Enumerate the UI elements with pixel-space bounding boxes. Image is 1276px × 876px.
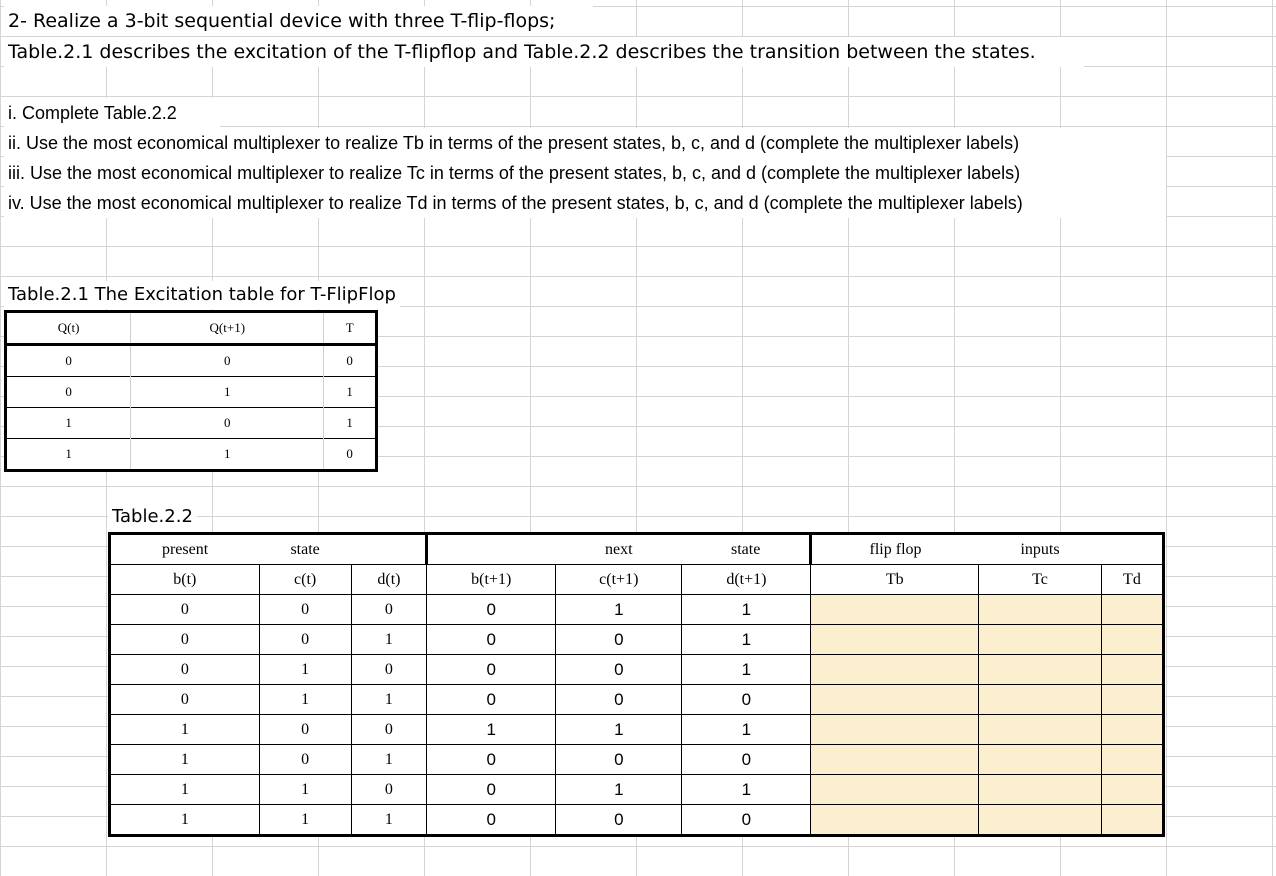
- table-cell[interactable]: 1: [110, 775, 260, 805]
- table-cell[interactable]: 1: [259, 655, 351, 685]
- table-row: [110, 745, 1164, 775]
- table-cell[interactable]: 0: [131, 408, 324, 439]
- table-cell[interactable]: 0: [324, 345, 377, 377]
- td-input-cell[interactable]: [1101, 655, 1163, 685]
- problem-description: Table.2.1 describes the excitation of the T-flipflop and Table.2.2 describes the transition between the states.: [4, 37, 1084, 67]
- tc-input-cell[interactable]: [979, 685, 1102, 715]
- table-cell[interactable]: 0: [556, 625, 682, 655]
- tb-input-cell[interactable]: [811, 655, 979, 685]
- table-cell[interactable]: 0: [427, 625, 556, 655]
- table-cell[interactable]: 0: [6, 345, 131, 377]
- table-cell[interactable]: 1: [259, 685, 351, 715]
- table-row: [6, 408, 377, 439]
- header-cell[interactable]: Tb: [811, 565, 979, 595]
- table-cell[interactable]: 1: [427, 715, 556, 745]
- tb-input-cell[interactable]: [811, 745, 979, 775]
- table-row: [110, 775, 1164, 805]
- task-2: ii. Use the most economical multiplexer to realize Tb in terms of the present states, b, c, and d (complete the multiplexer labels): [4, 128, 1166, 158]
- table-cell[interactable]: 1: [324, 377, 377, 408]
- table-cell[interactable]: 0: [682, 805, 811, 836]
- table-cell[interactable]: 0: [259, 715, 351, 745]
- task-3: iii. Use the most economical multiplexer to realize Tc in terms of the present states, b, c, and d (complete the multiplexer labels): [4, 158, 1166, 188]
- table-cell[interactable]: 1: [682, 625, 811, 655]
- header-cell[interactable]: b(t+1): [427, 565, 556, 595]
- group-header-cell[interactable]: [351, 534, 427, 565]
- problem-title: 2- Realize a 3-bit sequential device with three T-flip-flops;: [4, 6, 593, 36]
- table-cell[interactable]: 0: [427, 805, 556, 836]
- tb-input-cell[interactable]: [811, 715, 979, 745]
- table-cell[interactable]: 0: [556, 655, 682, 685]
- table-cell[interactable]: 0: [351, 655, 427, 685]
- td-input-cell[interactable]: [1101, 715, 1163, 745]
- td-input-cell[interactable]: [1101, 685, 1163, 715]
- table-cell[interactable]: 1: [6, 439, 131, 471]
- table-cell[interactable]: 1: [110, 715, 260, 745]
- table-cell[interactable]: 0: [556, 745, 682, 775]
- table-group-header-row: [110, 534, 1164, 565]
- table-cell[interactable]: 1: [259, 775, 351, 805]
- group-header-cell[interactable]: state: [259, 534, 351, 565]
- header-cell[interactable]: Tc: [979, 565, 1102, 595]
- table-cell[interactable]: 0: [110, 595, 260, 625]
- table-cell[interactable]: 1: [324, 408, 377, 439]
- transition-table: [108, 532, 1165, 837]
- table-cell[interactable]: 0: [110, 685, 260, 715]
- header-cell[interactable]: Q(t+1): [131, 312, 324, 345]
- table-header-row: [6, 312, 377, 345]
- table-row: [6, 439, 377, 471]
- table-cell[interactable]: 0: [110, 625, 260, 655]
- table-cell[interactable]: 0: [427, 775, 556, 805]
- header-cell[interactable]: d(t): [351, 565, 427, 595]
- tc-input-cell[interactable]: [979, 745, 1102, 775]
- table-cell[interactable]: 1: [6, 408, 131, 439]
- group-header-cell[interactable]: next: [556, 534, 682, 565]
- table-cell[interactable]: 0: [682, 745, 811, 775]
- table-cell[interactable]: 1: [682, 775, 811, 805]
- header-cell[interactable]: d(t+1): [682, 565, 811, 595]
- table-cell[interactable]: 1: [556, 715, 682, 745]
- table-cell[interactable]: 1: [556, 775, 682, 805]
- table-cell[interactable]: 0: [427, 685, 556, 715]
- table-cell[interactable]: 0: [131, 345, 324, 377]
- table-cell[interactable]: 1: [259, 805, 351, 836]
- td-input-cell[interactable]: [1101, 775, 1163, 805]
- table-cell[interactable]: 0: [324, 439, 377, 471]
- group-header-cell[interactable]: inputs: [979, 534, 1102, 565]
- task-1: i. Complete Table.2.2: [4, 98, 220, 128]
- table-cell[interactable]: 0: [6, 377, 131, 408]
- table-cell[interactable]: 1: [351, 685, 427, 715]
- table-cell[interactable]: 1: [682, 715, 811, 745]
- table-cell[interactable]: 1: [131, 377, 324, 408]
- tb-input-cell[interactable]: [811, 595, 979, 625]
- table-cell[interactable]: 1: [682, 655, 811, 685]
- tb-input-cell[interactable]: [811, 805, 979, 836]
- table1-caption: Table.2.1 The Excitation table for T-FlipFlop: [4, 281, 400, 309]
- table-cell[interactable]: 1: [131, 439, 324, 471]
- header-cell[interactable]: c(t+1): [556, 565, 682, 595]
- table-cell[interactable]: 0: [351, 715, 427, 745]
- group-header-cell[interactable]: present: [110, 534, 260, 565]
- tb-input-cell[interactable]: [811, 625, 979, 655]
- table-cell[interactable]: 1: [682, 595, 811, 625]
- tb-input-cell[interactable]: [811, 685, 979, 715]
- header-cell[interactable]: Q(t): [6, 312, 131, 345]
- td-input-cell[interactable]: [1101, 595, 1163, 625]
- table-row: [110, 595, 1164, 625]
- group-header-cell[interactable]: [1101, 534, 1163, 565]
- tc-input-cell[interactable]: [979, 805, 1102, 836]
- header-cell[interactable]: c(t): [259, 565, 351, 595]
- tc-input-cell[interactable]: [979, 655, 1102, 685]
- tb-input-cell[interactable]: [811, 775, 979, 805]
- table-row: [110, 685, 1164, 715]
- table-row: [110, 715, 1164, 745]
- tc-input-cell[interactable]: [979, 595, 1102, 625]
- table2-caption: Table.2.2: [108, 503, 197, 531]
- td-input-cell[interactable]: [1101, 805, 1163, 836]
- task-4: iv. Use the most economical multiplexer to realize Td in terms of the present states, b, c, and d (complete the multiplexer labels): [4, 188, 1166, 218]
- table-cell[interactable]: 1: [110, 805, 260, 836]
- table-row: [6, 345, 377, 377]
- excitation-table: [4, 310, 378, 472]
- table-cell[interactable]: 0: [259, 595, 351, 625]
- table-cell[interactable]: 0: [351, 775, 427, 805]
- table-row: [110, 805, 1164, 836]
- table-cell[interactable]: 0: [427, 595, 556, 625]
- group-header-cell[interactable]: [427, 534, 556, 565]
- table-cell[interactable]: 0: [351, 595, 427, 625]
- table-cell[interactable]: 0: [110, 655, 260, 685]
- td-input-cell[interactable]: [1101, 625, 1163, 655]
- table-cell[interactable]: 0: [259, 625, 351, 655]
- group-header-cell[interactable]: flip flop: [811, 534, 979, 565]
- tc-input-cell[interactable]: [979, 625, 1102, 655]
- table-cell[interactable]: 0: [556, 685, 682, 715]
- table-cell[interactable]: 0: [682, 685, 811, 715]
- table-cell[interactable]: 0: [427, 655, 556, 685]
- table-cell[interactable]: 0: [427, 745, 556, 775]
- table-cell[interactable]: 1: [351, 625, 427, 655]
- tc-input-cell[interactable]: [979, 715, 1102, 745]
- header-cell[interactable]: T: [324, 312, 377, 345]
- table-cell[interactable]: 1: [351, 805, 427, 836]
- table-cell[interactable]: 0: [556, 805, 682, 836]
- header-cell[interactable]: Td: [1101, 565, 1163, 595]
- table-row: [6, 377, 377, 408]
- table-cell[interactable]: 1: [556, 595, 682, 625]
- table-header-row: [110, 565, 1164, 595]
- table-row: [110, 655, 1164, 685]
- group-header-cell[interactable]: state: [682, 534, 811, 565]
- table-cell[interactable]: 0: [259, 745, 351, 775]
- td-input-cell[interactable]: [1101, 745, 1163, 775]
- header-cell[interactable]: b(t): [110, 565, 260, 595]
- table-cell[interactable]: 1: [351, 745, 427, 775]
- table-cell[interactable]: 1: [110, 745, 260, 775]
- table-row: [110, 625, 1164, 655]
- tc-input-cell[interactable]: [979, 775, 1102, 805]
